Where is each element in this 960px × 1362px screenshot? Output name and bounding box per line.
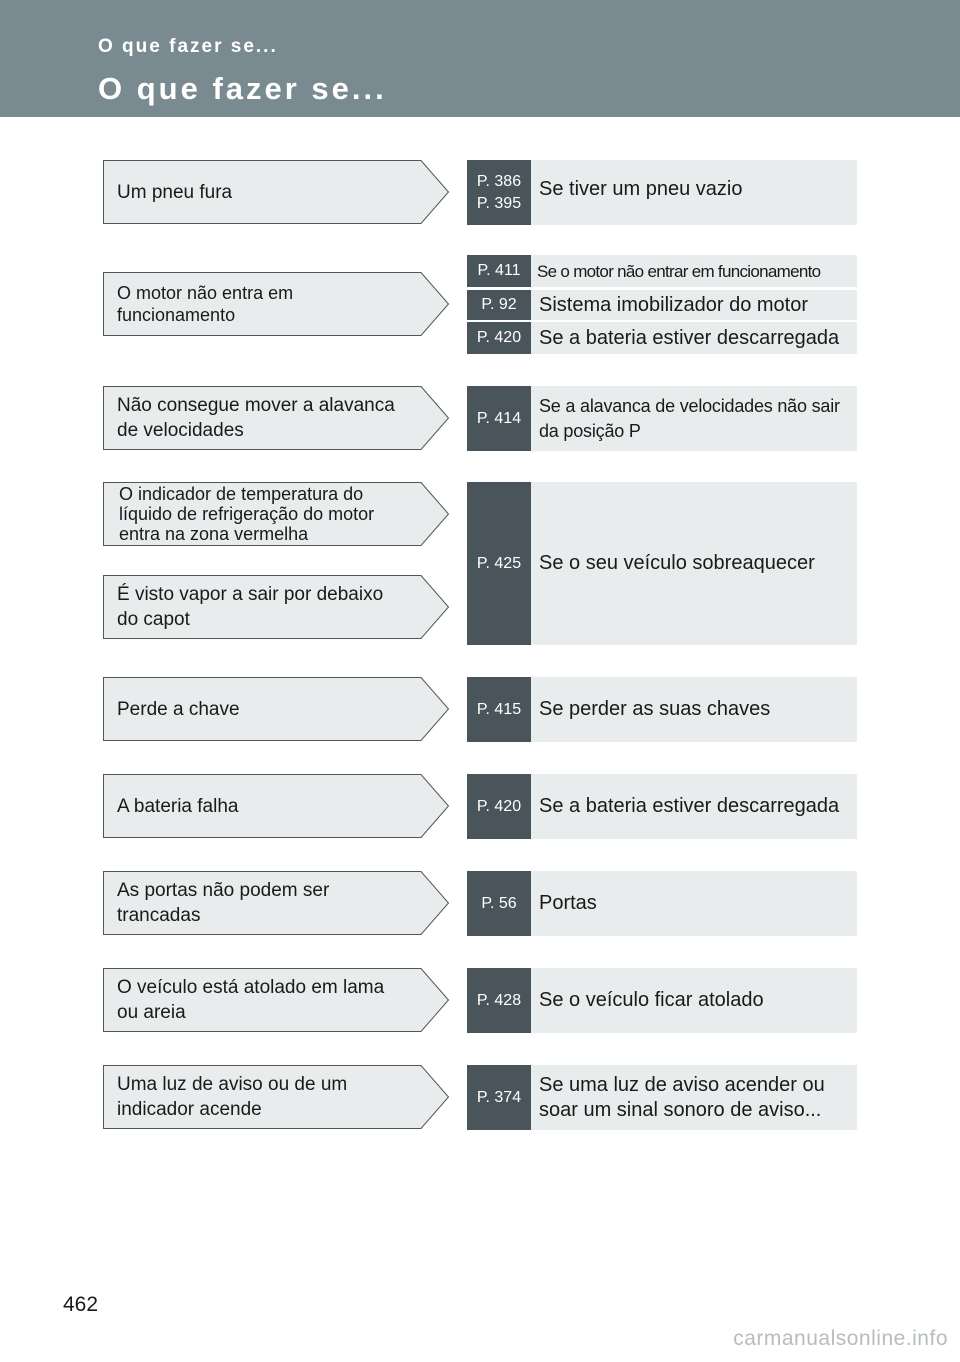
problem-label: O veículo está atolado em lama ou areia xyxy=(117,977,385,1023)
reference-flat-tire[interactable] xyxy=(467,160,857,225)
problem-label: Uma luz de aviso ou de um indicador acende xyxy=(117,1074,348,1120)
reference-shift-lever[interactable] xyxy=(467,386,857,451)
page-reference: P. 415 xyxy=(467,677,531,742)
reference-engine-start[interactable] xyxy=(467,255,857,287)
reference-title: Se uma luz de aviso acender ou soar um sinal sonoro de aviso... xyxy=(539,1073,825,1121)
problem-box-temperature xyxy=(103,482,449,546)
reference-title: Sistema imobilizador do motor xyxy=(539,293,808,316)
page-title: O que fazer se... xyxy=(98,71,387,106)
page-reference: P. 420 xyxy=(467,322,531,354)
reference-title: Se perder as suas chaves xyxy=(539,698,771,720)
watermark: carmanualsonline.info xyxy=(733,1327,948,1350)
problem-box-shift-lever xyxy=(103,386,449,450)
problem-label: As portas não podem ser trancadas xyxy=(117,880,330,926)
problem-box-warning-light xyxy=(103,1065,449,1129)
page-header xyxy=(0,0,960,117)
page-reference: P. 56 xyxy=(467,871,531,936)
problem-label: O indicador de temperatura do líquido de refrigeração do motor entra na zona vermelha xyxy=(119,484,375,544)
problem-box-engine xyxy=(103,272,449,336)
page-ref-2: P. 395 xyxy=(476,194,522,212)
page-reference: P. 374 xyxy=(467,1065,531,1130)
page-reference: P. 425 xyxy=(467,482,531,645)
problem-label: É visto vapor a sair por debaixo do capot xyxy=(117,584,384,630)
reference-title: Se tiver um pneu vazio xyxy=(539,178,743,200)
reference-title: Se a bateria estiver descarregada xyxy=(539,795,840,817)
problem-box-stuck xyxy=(103,968,449,1032)
page-reference: P. 92 xyxy=(467,290,531,320)
page-reference: P. 414 xyxy=(467,386,531,451)
reference-title: Se o veículo ficar atolado xyxy=(539,989,764,1011)
problem-label: O motor não entra em funcionamento xyxy=(117,283,294,325)
problem-box-flat-tire xyxy=(103,160,449,224)
reference-title: Se o seu veículo sobreaquecer xyxy=(539,552,815,574)
page-reference: P. 411 xyxy=(467,255,531,287)
reference-warning-light[interactable] xyxy=(467,1065,857,1130)
reference-title: Se a alavanca de velocidades não sair da posição P xyxy=(539,395,840,441)
reference-title: Se o motor não entrar em funcionamento xyxy=(537,261,821,281)
page-number: 462 xyxy=(63,1293,99,1316)
reference-lost-keys[interactable] xyxy=(467,677,857,742)
page-reference xyxy=(467,160,531,225)
reference-stuck[interactable] xyxy=(467,968,857,1033)
problem-box-lost-key xyxy=(103,677,449,741)
page-reference: P. 428 xyxy=(467,968,531,1033)
section-label: O que fazer se... xyxy=(98,36,278,57)
problem-label: Não consegue mover a alavanca de velocidades xyxy=(117,395,395,441)
page-ref-1: P. 386 xyxy=(476,172,522,190)
problem-box-battery xyxy=(103,774,449,838)
problem-label: Um pneu fura xyxy=(117,181,233,203)
problem-label: Perde a chave xyxy=(117,698,240,720)
reference-overheat[interactable] xyxy=(467,482,857,645)
problem-box-steam xyxy=(103,575,449,639)
problem-box-doors xyxy=(103,871,449,935)
reference-title: Portas xyxy=(539,892,597,914)
reference-battery-discharged[interactable] xyxy=(467,322,857,354)
reference-title: Se a bateria estiver descarregada xyxy=(539,326,840,349)
reference-immobilizer[interactable] xyxy=(467,290,857,320)
problem-label: A bateria falha xyxy=(117,795,239,817)
reference-battery[interactable] xyxy=(467,774,857,839)
reference-doors[interactable] xyxy=(467,871,857,936)
page-reference: P. 420 xyxy=(467,774,531,839)
